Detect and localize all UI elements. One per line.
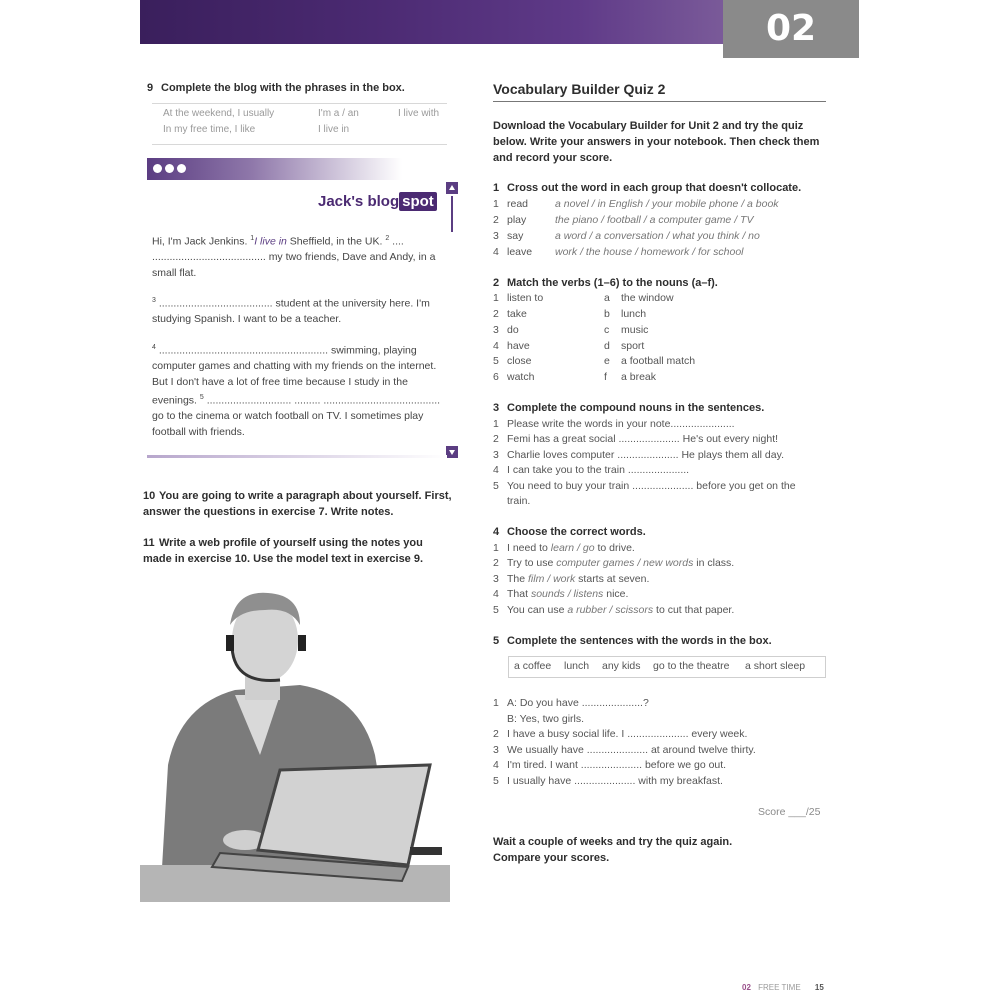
quiz-section-3-instruction: 3 Complete the compound nouns in the sentences. bbox=[493, 402, 765, 414]
score-line: Score ___/25 bbox=[758, 806, 821, 818]
browser-dot-icon bbox=[153, 164, 162, 173]
scroll-up-button[interactable] bbox=[446, 182, 458, 194]
phrase-item: In my free time, I like bbox=[163, 124, 256, 135]
student-laptop-photo bbox=[140, 585, 450, 902]
arrow-down-icon bbox=[449, 450, 455, 455]
blog-paragraph-2: $^3$ ....................................... student at the university here. I'm studying Spanish. I want to be a teacher. bbox=[152, 297, 430, 325]
browser-dot-icon bbox=[177, 164, 186, 173]
quiz-item: 4 leave work / the house / homework / for school bbox=[493, 246, 744, 258]
quiz-item: 2 Femi has a great social ..................... He's out every night! bbox=[493, 433, 779, 445]
scrollbar-track[interactable] bbox=[451, 196, 453, 232]
quiz-noun-item: a the window bbox=[604, 292, 674, 304]
quiz-item: 5 You can use a rubber / scissors to cut that paper. bbox=[493, 604, 735, 616]
phrase-item: I live in bbox=[318, 124, 350, 135]
phrase-item: At the weekend, I usually bbox=[163, 108, 275, 119]
closing-line-2: Compare your scores. bbox=[493, 852, 610, 864]
word-box-item: any kids bbox=[602, 660, 641, 672]
quiz-title: Vocabulary Builder Quiz 2 bbox=[493, 81, 666, 97]
phrase-item: I live with bbox=[398, 108, 440, 119]
quiz-noun-item: e a football match bbox=[604, 355, 696, 367]
quiz-item: 3 We usually have ..................... at around twelve thirty. bbox=[493, 744, 756, 756]
quiz-noun-item: c music bbox=[604, 324, 649, 336]
quiz-item: 2 I have a busy social life. I ..................... every week. bbox=[493, 728, 748, 740]
arrow-up-icon bbox=[449, 185, 455, 190]
quiz-verb-item: 2 take bbox=[493, 308, 527, 320]
word-box-item: go to the theatre bbox=[653, 660, 730, 672]
quiz-item: 1 I need to learn / go to drive. bbox=[493, 542, 635, 554]
footer-section: FREE TIME bbox=[758, 983, 801, 992]
quiz-verb-item: 4 have bbox=[493, 340, 530, 352]
exercise-9-instruction: 9 Complete the blog with the phrases in the box. bbox=[147, 82, 405, 94]
header-bar bbox=[140, 0, 723, 44]
quiz-noun-item: d sport bbox=[604, 340, 645, 352]
quiz-item: 5 I usually have ..................... with my breakfast. bbox=[493, 775, 723, 787]
exercise-10-instruction: 10 You are going to write a paragraph about yourself. First, answer the questions in exercise 7. Write notes. bbox=[143, 490, 452, 518]
quiz-item: 1 read a novel / in English / your mobile phone / a book bbox=[493, 198, 779, 210]
quiz-item: 5 You need to buy your train ..................... before you get on the bbox=[493, 480, 796, 492]
scroll-down-button[interactable] bbox=[446, 446, 458, 458]
page-number: 15 bbox=[814, 983, 824, 992]
quiz-item: 4 I'm tired. I want ..................... before we go out. bbox=[493, 759, 727, 771]
word-box-item: lunch bbox=[564, 660, 590, 672]
quiz-item: 3 The film / work starts at seven. bbox=[493, 573, 650, 585]
quiz-item: 4 That sounds / listens nice. bbox=[493, 588, 629, 600]
quiz-item-continued: train. bbox=[507, 495, 531, 507]
blog-paragraph-1: Hi, I'm Jack Jenkins. $^1$I live in Sheffield, in the UK. $^2$ .... ....................................... my two friends, Dave and Andy, in a small flat. bbox=[152, 235, 436, 279]
word-box-item: a coffee bbox=[514, 660, 552, 672]
footer bbox=[742, 983, 824, 992]
blog-paragraph-3: $^4$ .......................................................... swimming, playing computer games and chatting with my friends on the internet. But I don't have a lot of free time because I study in the evenings. $^5$ ............................. ......... ........................................ go to the cinema or watch football on TV. I sometimes play football with friends. bbox=[152, 344, 441, 438]
quiz-item: 3 say a word / a conversation / what you think / no bbox=[493, 230, 760, 242]
quiz-verb-item: 1 listen to bbox=[493, 292, 544, 304]
quiz-item: 4 I can take you to the train ..................... bbox=[493, 464, 690, 476]
closing-line-1: Wait a couple of weeks and try the quiz again. bbox=[493, 836, 733, 848]
quiz-item: 1 Please write the words in your note...................... bbox=[493, 418, 735, 430]
word-box-item: a short sleep bbox=[745, 660, 806, 672]
quiz-intro: Download the Vocabulary Builder for Unit 2 and try the quiz below. Write your answers in your notebook. Then check them and record your score. bbox=[493, 120, 820, 164]
quiz-verb-item: 5 close bbox=[493, 355, 532, 367]
blog-bottom-bar bbox=[147, 455, 447, 458]
footer-unit: 02 bbox=[742, 983, 751, 992]
quiz-noun-item: b lunch bbox=[604, 308, 647, 320]
quiz-item: 2 play the piano / football / a computer game / TV bbox=[493, 214, 754, 226]
exercise-11-instruction: 11 Write a web profile of yourself using the notes you made in exercise 10. Use the model text in exercise 9. bbox=[143, 537, 424, 565]
quiz-title-rule bbox=[493, 101, 826, 102]
quiz-item: 1 A: Do you have .....................? bbox=[493, 697, 649, 709]
quiz-item: 3 Charlie loves computer ..................... He plays them all day. bbox=[493, 449, 784, 461]
quiz-section-5-instruction: 5 Complete the sentences with the words in the box. bbox=[493, 635, 772, 647]
quiz-verb-item: 3 do bbox=[493, 324, 519, 336]
quiz-section-1-instruction: 1 Cross out the word in each group that doesn't collocate. bbox=[493, 182, 802, 194]
blog-browser-bar bbox=[147, 158, 447, 180]
unit-number: 02 bbox=[765, 8, 817, 49]
quiz-noun-item: f a break bbox=[604, 371, 657, 383]
quiz-item: 2 Try to use computer games / new words in class. bbox=[493, 557, 735, 569]
quiz-section-2-instruction: 2 Match the verbs (1–6) to the nouns (a–f). bbox=[493, 277, 718, 289]
quiz-verb-item: 6 watch bbox=[493, 371, 535, 383]
quiz-section-4-instruction: 4 Choose the correct words. bbox=[493, 526, 646, 538]
quiz-item-continued: B: Yes, two girls. bbox=[507, 713, 585, 725]
blog-title: Jack's blog spot bbox=[318, 192, 437, 211]
browser-dot-icon bbox=[165, 164, 174, 173]
phrase-item: I'm a / an bbox=[318, 108, 359, 119]
